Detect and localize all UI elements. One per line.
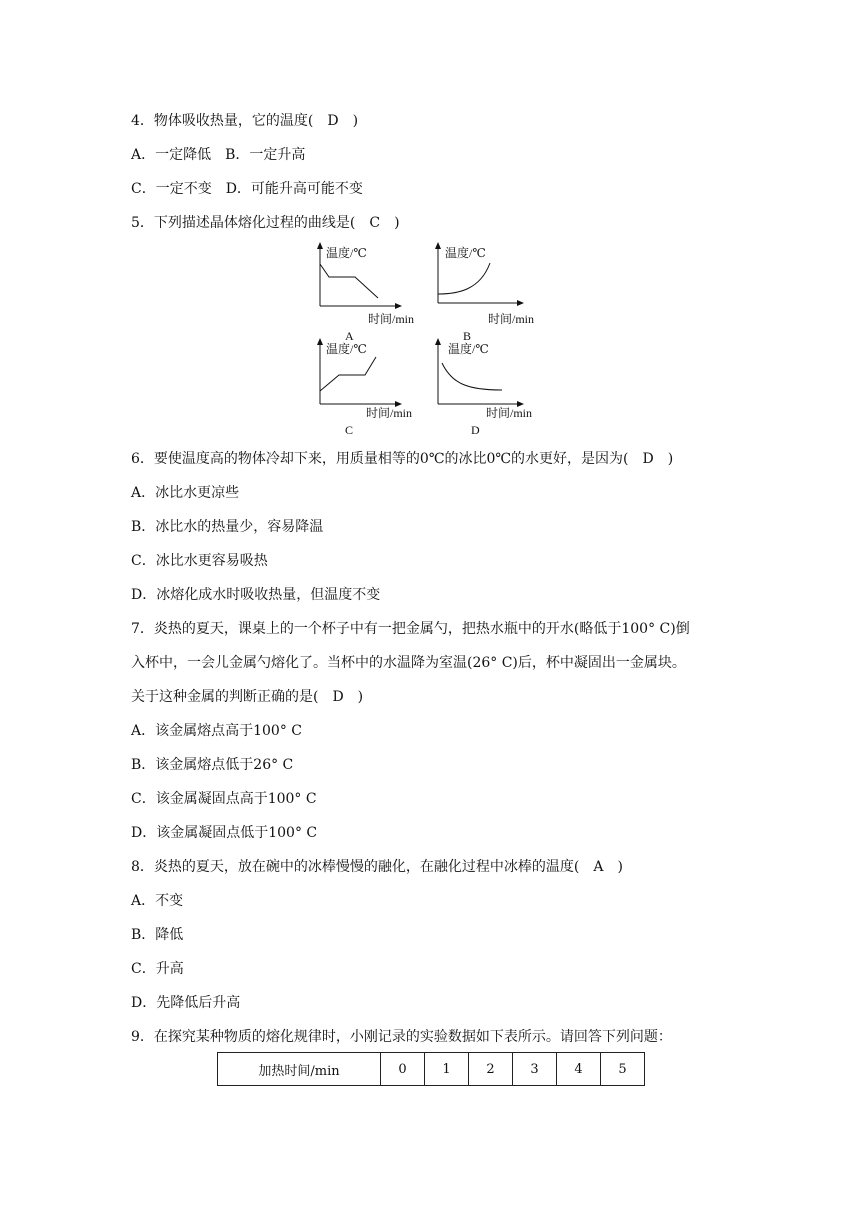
graph-c xyxy=(308,336,428,438)
q9-stem: 9．在探究某种物质的熔化规律时，小刚记录的实验数据如下表所示。请回答下列问题： xyxy=(131,1029,672,1045)
q4-stem: 4．物体吸收热量，它的温度( D ) xyxy=(131,113,359,129)
q6-stem: 6．要使温度高的物体冷却下来，用质量相等的0℃的冰比0℃的水更好，是因为( D ) xyxy=(131,451,674,467)
graph-d xyxy=(428,336,550,438)
table-header-cell: 加热时间/min xyxy=(218,1053,381,1086)
graph-c-ylabel: 温度/℃ xyxy=(326,342,367,356)
q8-stem: 8．炎热的夏天，放在碗中的冰棒慢慢的融化，在融化过程中冰棒的温度( A ) xyxy=(131,859,623,875)
graph-d-curve xyxy=(442,363,502,390)
graph-a-caption: A xyxy=(345,329,354,342)
graph-c-caption: C xyxy=(345,423,354,437)
q6-option-b: B．冰比水的热量少，容易降温 xyxy=(131,519,324,535)
q7-option-d: D．该金属凝固点低于100° C xyxy=(131,825,318,841)
graph-c-curve xyxy=(320,357,376,391)
q7-option-c: C．该金属凝固点高于100° C xyxy=(131,791,317,807)
table-cell: 5 xyxy=(601,1053,645,1086)
q8-option-d: D．先降低后升高 xyxy=(131,995,241,1011)
q4-options-cd: C．一定不变 D．可能升高可能不变 xyxy=(131,181,363,197)
q9-data-table xyxy=(217,1052,645,1086)
graph-a-xlabel: 时间/min xyxy=(368,312,415,326)
q7-stem-line1: 7．炎热的夏天，课桌上的一个杯子中有一把金属勺，把热水瓶中的开水(略低于100° C)倒 xyxy=(131,621,690,637)
graph-b-curve xyxy=(438,263,490,294)
graph-a-ylabel: 温度/℃ xyxy=(326,246,367,260)
q4-options-ab: A．一定降低 B．一定升高 xyxy=(131,147,306,163)
q6-option-a: A．冰比水更凉些 xyxy=(131,485,240,501)
graph-b-caption: B xyxy=(463,329,472,342)
graph-b xyxy=(428,240,550,342)
q7-stem-line2: 入杯中，一会儿金属勺熔化了。当杯中的水温降为室温(26° C)后，杯中凝固出一金属块。 xyxy=(131,655,686,671)
graph-b-xlabel: 时间/min xyxy=(488,312,535,326)
table-cell: 2 xyxy=(469,1053,513,1086)
q6-option-d: D．冰熔化成水时吸收热量，但温度不变 xyxy=(131,587,381,603)
graph-c-xlabel: 时间/min xyxy=(366,406,413,420)
graph-a xyxy=(308,240,428,342)
q7-stem-line3: 关于这种金属的判断正确的是( D ) xyxy=(131,689,364,705)
q8-option-b: B．降低 xyxy=(131,927,184,943)
table-cell: 0 xyxy=(381,1053,425,1086)
graph-d-xlabel: 时间/min xyxy=(486,406,533,420)
q5-stem: 5．下列描述晶体熔化过程的曲线是( C ) xyxy=(131,215,400,231)
table-cell: 4 xyxy=(557,1053,601,1086)
graph-d-caption: D xyxy=(471,423,480,437)
graph-a-curve xyxy=(320,264,378,298)
table-row xyxy=(218,1053,645,1086)
q8-option-c: C．升高 xyxy=(131,961,184,977)
graph-d-ylabel: 温度/℃ xyxy=(448,342,489,356)
table-cell: 1 xyxy=(425,1053,469,1086)
q6-option-c: C．冰比水更容易吸热 xyxy=(131,553,268,569)
graph-b-ylabel: 温度/℃ xyxy=(445,246,486,260)
q7-option-a: A．该金属熔点高于100° C xyxy=(131,723,302,739)
table-cell: 3 xyxy=(513,1053,557,1086)
q7-option-b: B．该金属熔点低于26° C xyxy=(131,757,294,773)
q8-option-a: A．不变 xyxy=(131,893,184,909)
